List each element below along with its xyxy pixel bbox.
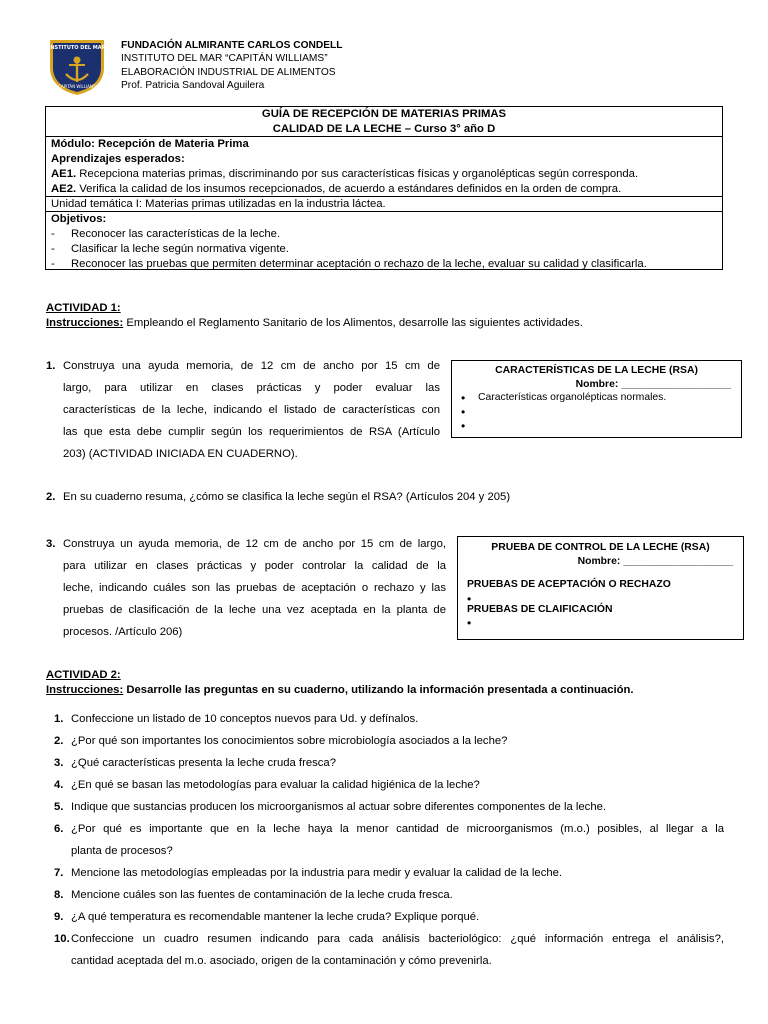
question-number: 10. xyxy=(54,933,70,945)
institute-name: INSTITUTO DEL MAR “CAPITÁN WILLIAMS” xyxy=(121,53,328,65)
item-line: pruebas de clasificación de la leche una vez aceptada en la planta de xyxy=(63,604,446,616)
question-number: 2. xyxy=(54,735,64,747)
question-number: 7. xyxy=(54,867,64,879)
ae1-code: AE1. xyxy=(51,168,77,180)
question-text: planta de procesos? xyxy=(71,845,173,857)
item-line: para utilizar en clases prácticas y poder controlar la calidad de la xyxy=(63,560,446,572)
box-bullet: • Características organolépticas normales. xyxy=(452,391,741,405)
question-number: 6. xyxy=(54,823,64,835)
box-title: CARACTERÍSTICAS DE LA LECHE (RSA) xyxy=(495,365,698,376)
ae2-text: Verifica la calidad de los insumos recepcionados, de acuerdo a estándares definidos en la orden de compra. xyxy=(79,183,622,195)
module-label: Módulo: Recepción de Materia Prima xyxy=(51,138,249,150)
objective-item: - Reconocer las pruebas que permiten determinar aceptación o rechazo de la leche, evaluar su calidad y clasificarla. xyxy=(51,258,647,270)
activity1-item-2: 2. En su cuaderno resuma, ¿cómo se clasifica la leche según el RSA? (Artículos 204 y 205) xyxy=(46,491,511,503)
shield-icon xyxy=(48,38,106,96)
item-line: leche, indicando cuáles son las pruebas de aceptación o rechazo y las xyxy=(63,582,446,594)
box-bullet xyxy=(452,419,741,433)
question-text: cantidad aceptada del m.o. asociado, origen de la contaminación y cómo prevenirla. xyxy=(71,955,492,967)
svg-text:INSTITUTO DEL MAR: INSTITUTO DEL MAR xyxy=(48,45,106,51)
question-number: 3. xyxy=(54,757,64,769)
question-text: Mencione las metodologías empleadas por la industria para medir y evaluar la calidad de la leche. xyxy=(71,867,563,879)
guide-info-table xyxy=(45,106,723,270)
activity2-title: ACTIVIDAD 2: xyxy=(46,669,121,681)
module-row xyxy=(46,137,722,197)
question-list xyxy=(54,708,724,972)
unit-row xyxy=(46,197,722,212)
question-text: ¿En qué se basan las metodologías para evaluar la calidad higiénica de la leche? xyxy=(71,779,480,791)
question-text: Indique que sustancias producen los microorganismos al actuar sobre diferentes componentes de la leche. xyxy=(71,801,607,813)
question-item xyxy=(54,730,724,752)
question-number: 5. xyxy=(54,801,64,813)
question-text: Confeccione un listado de 10 conceptos nuevos para Ud. y defínalos. xyxy=(71,713,419,725)
question-item xyxy=(54,708,724,730)
activity2-instructions: Instrucciones: Desarrolle las preguntas en su cuaderno, utilizando la información presentada a continuación. xyxy=(46,684,634,696)
box-bullet xyxy=(458,592,743,603)
question-text: ¿Por qué es importante que en la leche haya la menor cantidad de microorganismos (m.o.) posibles, al llegar a la xyxy=(71,823,724,835)
question-item xyxy=(54,928,724,972)
question-number: 8. xyxy=(54,889,64,901)
school-logo xyxy=(48,38,106,96)
question-text: ¿A qué temperatura es recomendable mantener la leche cruda? Explique porqué. xyxy=(71,911,480,923)
foundation-name: FUNDACIÓN ALMIRANTE CARLOS CONDELL xyxy=(121,40,343,51)
box-bullet xyxy=(452,405,741,419)
teacher-name: Prof. Patricia Sandoval Aguilera xyxy=(121,79,265,91)
ae2-code: AE2. xyxy=(51,183,77,195)
question-text: Mencione cuáles son las fuentes de contaminación de la leche cruda fresca. xyxy=(71,889,453,901)
question-item xyxy=(54,752,724,774)
question-number: 9. xyxy=(54,911,64,923)
question-item xyxy=(54,818,724,862)
objectives-label: Objetivos: xyxy=(51,213,107,225)
item-line: características de la leche, indicando el listado de características con xyxy=(63,404,440,416)
guide-title: GUÍA DE RECEPCIÓN DE MATERIAS PRIMAS xyxy=(261,108,507,120)
classification-tests-label: PRUEBAS DE CLAIFICACIÓN xyxy=(467,603,613,615)
question-number: 1. xyxy=(54,713,64,725)
department-name: ELABORACIÓN INDUSTRIAL DE ALIMENTOS xyxy=(121,66,336,78)
unit-text: Unidad temática I: Materias primas utilizadas en la industria láctea. xyxy=(51,198,386,210)
box-bullet xyxy=(458,616,743,630)
expected-label: Aprendizajes esperados: xyxy=(51,153,185,165)
item-line: procesos. /Artículo 206) xyxy=(63,626,183,638)
question-item xyxy=(54,862,724,884)
svg-text:CAPITÁN WILLIAMS: CAPITÁN WILLIAMS xyxy=(58,84,96,89)
activity1-instructions: Instrucciones: Empleando el Reglamento Sanitario de los Alimentos, desarrolle las siguientes actividades. xyxy=(46,317,583,329)
objectives-row xyxy=(46,212,722,269)
acceptance-tests-label: PRUEBAS DE ACEPTACIÓN O RECHAZO xyxy=(467,579,671,591)
question-item xyxy=(54,774,724,796)
question-text: ¿Por qué son importantes los conocimientos sobre microbiología asociados a la leche? xyxy=(71,735,508,747)
question-number: 4. xyxy=(54,779,64,791)
ae1-text: Recepciona materias primas, discriminando por sus características físicas y organolépticas según corresponda. xyxy=(79,168,639,180)
question-item xyxy=(54,796,724,818)
institution-header xyxy=(121,39,342,92)
item-line: Construya una ayuda memoria, de 12 cm de ancho por 15 cm de xyxy=(63,360,440,372)
characteristics-box xyxy=(451,360,742,438)
name-field: Nombre: ___________________ xyxy=(575,378,731,390)
item-line: Construya un ayuda memoria, de 12 cm de ancho por 15 cm de largo, xyxy=(63,538,446,550)
objective-item: - Reconocer las características de la leche. xyxy=(51,228,281,240)
box-title: PRUEBA DE CONTROL DE LA LECHE (RSA) xyxy=(491,542,710,553)
objective-item: - Clasificar la leche según normativa vigente. xyxy=(51,243,289,255)
guide-title-row xyxy=(46,107,722,137)
item-line: las que esta debe cumplir según los requerimientos de RSA (Artículo xyxy=(63,426,440,438)
question-text: ¿Qué características presenta la leche cruda fresca? xyxy=(71,757,336,769)
activity1-title: ACTIVIDAD 1: xyxy=(46,302,121,314)
control-tests-box xyxy=(457,536,744,640)
question-item xyxy=(54,884,724,906)
guide-subtitle: CALIDAD DE LA LECHE – Curso 3° año D xyxy=(272,123,496,135)
name-field: Nombre: ___________________ xyxy=(577,555,733,567)
question-item xyxy=(54,906,724,928)
item-line: largo, para utilizar en clases prácticas y poder evaluar las xyxy=(63,382,440,394)
item-line: 203) (ACTIVIDAD INICIADA EN CUADERNO). xyxy=(63,448,298,460)
question-text: Confeccione un cuadro resumen indicando para cada análisis bacteriológico: ¿qué información entrega el análisis?, xyxy=(71,933,724,945)
